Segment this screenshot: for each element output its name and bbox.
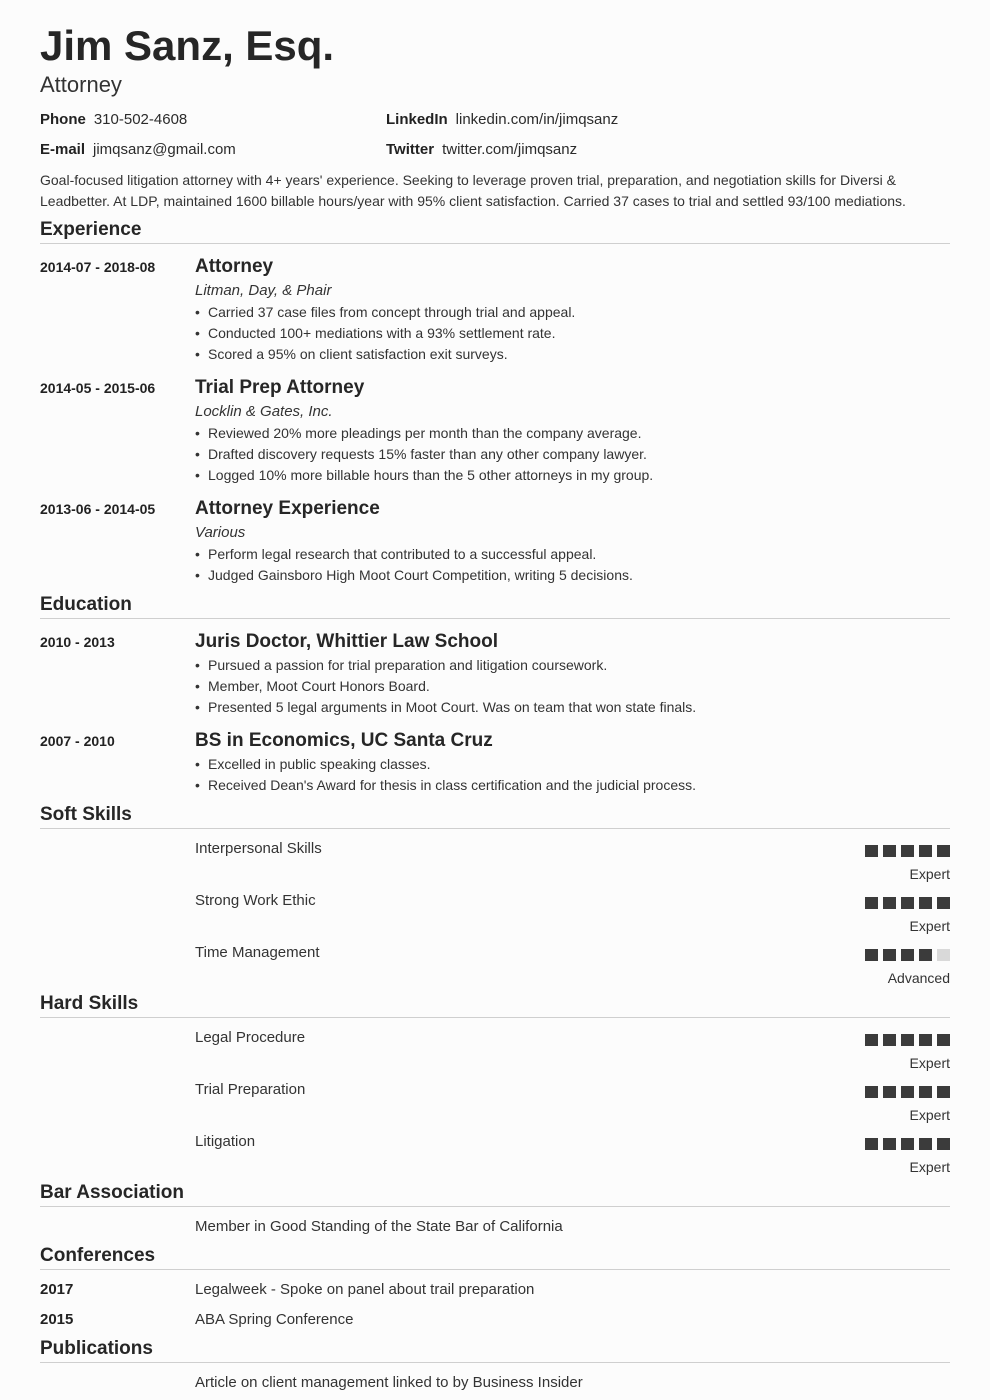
contact-value: twitter.com/jimqsanz <box>442 141 578 158</box>
section-heading-conferences: Conferences <box>40 1245 950 1270</box>
rating-dot-filled <box>865 1138 878 1150</box>
skill-rating <box>750 844 950 882</box>
entry-dates: 2007 - 2010 <box>40 733 115 749</box>
section-heading-soft-skills: Soft Skills <box>40 804 950 829</box>
rating-dots <box>865 1034 950 1046</box>
rating-dots <box>865 897 950 909</box>
skill-rating <box>750 1033 950 1071</box>
conference-year: 2015 <box>40 1311 74 1328</box>
entry-title: Trial Prep Attorney <box>195 377 365 398</box>
section-heading-bar-association: Bar Association <box>40 1182 950 1207</box>
rating-dots <box>865 1086 950 1098</box>
rating-dot-filled <box>919 1086 932 1098</box>
rating-dots <box>865 949 950 961</box>
bar-association-text: Member in Good Standing of the State Bar of California <box>195 1218 563 1235</box>
entry-dates: 2014-07 - 2018-08 <box>40 259 156 275</box>
bullet-list <box>195 544 950 586</box>
rating-dot-filled <box>937 1138 950 1150</box>
rating-dot-filled <box>883 897 896 909</box>
rating-dot-filled <box>937 845 950 857</box>
rating-dot-filled <box>901 1138 914 1150</box>
contact-twitter <box>386 141 577 158</box>
candidate-name: Jim Sanz, Esq. <box>40 22 335 69</box>
rating-dots <box>865 845 950 857</box>
rating-dot-filled <box>901 897 914 909</box>
entry-dates: 2014-05 - 2015-06 <box>40 380 156 396</box>
bullet-list <box>195 302 950 365</box>
bullet-item: • Scored a 95% on client satisfaction exit surveys. <box>195 344 950 365</box>
section-heading-publications: Publications <box>40 1338 950 1363</box>
section-heading-education: Education <box>40 594 950 619</box>
rating-dot-filled <box>883 1138 896 1150</box>
bullet-item: • Pursued a passion for trial preparation and litigation coursework. <box>195 655 950 676</box>
rating-dot-filled <box>937 1086 950 1098</box>
entry-title: BS in Economics, UC Santa Cruz <box>195 730 493 751</box>
conference-text: ABA Spring Conference <box>195 1311 354 1328</box>
rating-dot-filled <box>865 1034 878 1046</box>
bullet-item: • Drafted discovery requests 15% faster than any other company lawyer. <box>195 444 950 465</box>
rating-dot-filled <box>883 845 896 857</box>
bullet-list <box>195 754 950 796</box>
rating-dot-filled <box>883 949 896 961</box>
skill-level: Expert <box>909 1107 950 1123</box>
contact-label: E-mail <box>40 141 86 158</box>
rating-dot-filled <box>901 949 914 961</box>
conference-year: 2017 <box>40 1281 74 1298</box>
experience-entry <box>195 376 950 486</box>
skill-level: Expert <box>909 1159 950 1175</box>
rating-dot-filled <box>883 1086 896 1098</box>
summary: Goal-focused litigation attorney with 4+ years' experience. Seeking to leverage proven trial, preparation, and negotiation skills for Diversi & Leadbetter. At LDP, maintained 1600 billable hours/year with 95% client satisfaction. Carried 37 cases to trial and settled 93/100 mediations. <box>40 172 906 209</box>
skill-rating <box>750 1085 950 1123</box>
bullet-item: • Reviewed 20% more pleadings per month than the company average. <box>195 423 950 444</box>
experience-entry <box>195 497 950 586</box>
contact-value: linkedin.com/in/jimqsanz <box>455 111 619 128</box>
candidate-title: Attorney <box>40 72 122 97</box>
rating-dot-filled <box>937 897 950 909</box>
rating-dot-filled <box>901 845 914 857</box>
contact-value: 310-502-4608 <box>93 111 188 128</box>
skill-name: Litigation <box>195 1133 256 1150</box>
contact-value: jimqsanz@gmail.com <box>93 141 236 158</box>
rating-dot-filled <box>919 845 932 857</box>
bullet-item: • Presented 5 legal arguments in Moot Court. Was on team that won state finals. <box>195 697 950 718</box>
rating-dot-filled <box>865 949 878 961</box>
experience-entry <box>195 255 950 365</box>
rating-dot-filled <box>919 897 932 909</box>
rating-dot-filled <box>865 845 878 857</box>
skill-name: Strong Work Ethic <box>195 892 316 909</box>
bullet-list <box>195 423 950 486</box>
skill-rating <box>750 896 950 934</box>
rating-dot-filled <box>919 1034 932 1046</box>
bullet-item: • Member, Moot Court Honors Board. <box>195 676 950 697</box>
rating-dot-filled <box>937 1034 950 1046</box>
entry-company: Litman, Day, & Phair <box>195 282 332 299</box>
rating-dot-filled <box>919 949 932 961</box>
bullet-item: • Received Dean's Award for thesis in class certification and the judicial process. <box>195 775 950 796</box>
contact-email <box>40 141 236 158</box>
skill-name: Legal Procedure <box>195 1029 306 1046</box>
skill-rating <box>750 1137 950 1175</box>
rating-dots <box>865 1138 950 1150</box>
skill-name: Interpersonal Skills <box>195 840 322 857</box>
bullet-item: • Conducted 100+ mediations with a 93% settlement rate. <box>195 323 950 344</box>
bullet-item: • Logged 10% more billable hours than the 5 other attorneys in my group. <box>195 465 950 486</box>
section-heading-hard-skills: Hard Skills <box>40 993 950 1018</box>
education-entry <box>195 729 950 796</box>
contact-label: LinkedIn <box>386 111 448 128</box>
rating-dot-empty <box>937 949 950 961</box>
skill-level: Expert <box>909 866 950 882</box>
entry-title: Attorney Experience <box>195 498 380 519</box>
rating-dot-filled <box>901 1086 914 1098</box>
entry-company: Various <box>195 524 246 541</box>
contact-linkedin <box>386 111 618 128</box>
rating-dot-filled <box>865 897 878 909</box>
rating-dot-filled <box>865 1086 878 1098</box>
rating-dot-filled <box>901 1034 914 1046</box>
rating-dot-filled <box>883 1034 896 1046</box>
bullet-item: • Excelled in public speaking classes. <box>195 754 950 775</box>
entry-dates: 2013-06 - 2014-05 <box>40 501 156 517</box>
bullet-item: • Judged Gainsboro High Moot Court Competition, writing 5 decisions. <box>195 565 950 586</box>
skill-level: Expert <box>909 918 950 934</box>
skill-rating <box>750 948 950 986</box>
skill-level: Advanced <box>887 970 950 986</box>
entry-title: Attorney <box>195 256 274 277</box>
section-heading-experience: Experience <box>40 219 950 244</box>
conference-text: Legalweek - Spoke on panel about trail preparation <box>195 1281 535 1298</box>
bullet-item: • Perform legal research that contributed to a successful appeal. <box>195 544 950 565</box>
skill-name: Trial Preparation <box>195 1081 306 1098</box>
entry-dates: 2010 - 2013 <box>40 634 115 650</box>
skill-name: Time Management <box>195 944 320 961</box>
bullet-list <box>195 655 950 718</box>
rating-dot-filled <box>919 1138 932 1150</box>
entry-company: Locklin & Gates, Inc. <box>195 403 333 420</box>
contact-label: Twitter <box>386 141 435 158</box>
education-entry <box>195 630 950 718</box>
publication-text: Article on client management linked to by Business Insider <box>195 1374 583 1391</box>
bullet-item: • Carried 37 case files from concept through trial and appeal. <box>195 302 950 323</box>
entry-title: Juris Doctor, Whittier Law School <box>195 631 498 652</box>
contact-phone <box>40 111 187 128</box>
contact-label: Phone <box>40 111 86 128</box>
skill-level: Expert <box>909 1055 950 1071</box>
